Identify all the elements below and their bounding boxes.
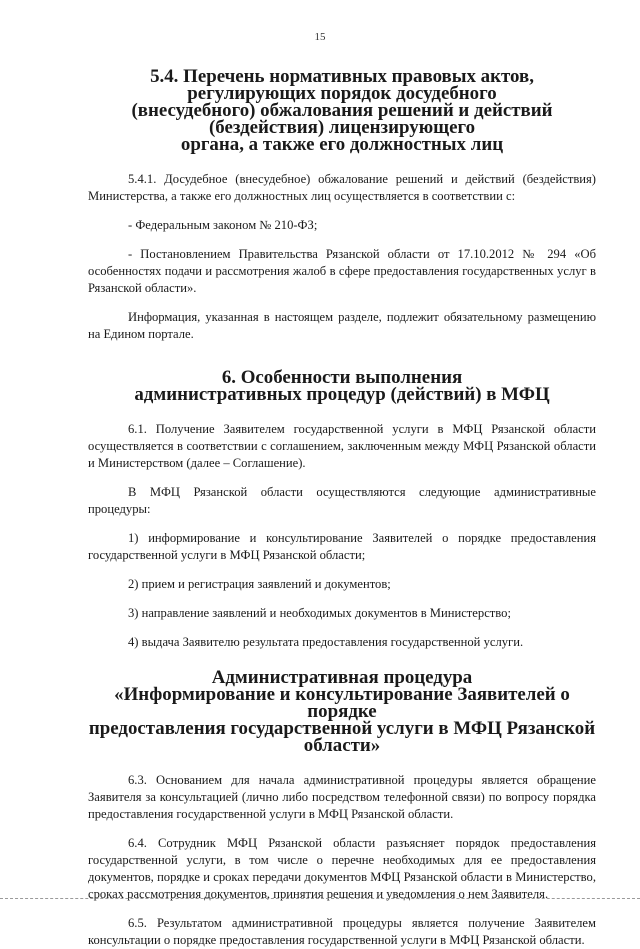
paragraph-procedures-intro: В МФЦ Рязанской области осуществляются следующие административные процедуры:	[88, 485, 596, 516]
section-5-4-title-line: 5.4. Перечень нормативных правовых актов, регулирующих порядок досудебного	[150, 66, 534, 104]
page-number: 15	[314, 31, 326, 43]
procedure-title-line: «Информирование и консультирование Заявителей о порядке	[114, 684, 570, 722]
bottom-scan-edge	[0, 898, 640, 899]
list-item-procedure-4: 4) выдача Заявителю результата предоставления государственной услуги.	[128, 635, 524, 649]
paragraph-6-4: 6.4. Сотрудник МФЦ Рязанской области разъясняет порядок предоставления государственной услуги, в том числе о перечне необходимых для ее предоставления документов, порядке и сроках передачи документов МФЦ Рязанской области в Министерство, сроках рассмотрения документов, принятия решения и уведомления о нем Заявителя.	[88, 836, 596, 901]
procedure-title-line: Административная процедура	[211, 667, 473, 688]
section-5-4-title	[88, 68, 596, 153]
paragraph-6-1: 6.1. Получение Заявителем государственной услуги в МФЦ Рязанской области осуществляется в соответствии с соглашением, заключенным между МФЦ Рязанской области и Министерством (далее – Соглашение).	[88, 422, 596, 470]
list-item-procedure-3: 3) направление заявлений и необходимых документов в Министерство;	[128, 606, 511, 620]
document-body	[88, 68, 596, 949]
section-5-4-title-line: (внесудебного) обжалования решений и действий (бездействия) лицензирующего	[131, 100, 553, 138]
procedure-title	[88, 669, 596, 754]
section-6-title-line: административных процедур (действий) в МФЦ	[134, 384, 550, 405]
section-5-4-title-line: органа, а также его должностных лиц	[180, 134, 504, 155]
section-6-title	[88, 369, 596, 403]
section-6-title-line: 6. Особенности выполнения	[221, 367, 463, 388]
procedure-title-line: предоставления государственной услуги в МФЦ Рязанской области»	[88, 718, 596, 756]
list-item-procedure-1: 1) информирование и консультирование Заявителей о порядке предоставления государственной услуги в МФЦ Рязанской области;	[88, 531, 596, 562]
paragraph-6-5: 6.5. Результатом административной процедуры является получение Заявителем консультации о порядке предоставления государственной услуги в МФЦ Рязанской области.	[88, 916, 596, 947]
paragraph-federal-law: - Федеральным законом № 210-ФЗ;	[128, 218, 318, 232]
paragraph-resolution: - Постановлением Правительства Рязанской области от 17.10.2012 № 294 «Об особенностях подачи и рассмотрения жалоб в сфере предоставления государственных услуг в Рязанской области».	[88, 247, 596, 295]
list-item-procedure-2: 2) прием и регистрация заявлений и документов;	[128, 577, 391, 591]
paragraph-5-4-1: 5.4.1. Досудебное (внесудебное) обжалование решений и действий (бездействия) Министерства, а также его должностных лиц осуществляется в соответствии с:	[88, 172, 596, 203]
paragraph-info-placement: Информация, указанная в настоящем разделе, подлежит обязательному размещению на Едином портале.	[88, 310, 596, 341]
paragraph-6-3: 6.3. Основанием для начала административной процедуры является обращение Заявителя за консультацией (лично либо посредством телефонной связи) по вопросу порядка предоставления государственной услуги в МФЦ Рязанской области.	[88, 773, 596, 821]
